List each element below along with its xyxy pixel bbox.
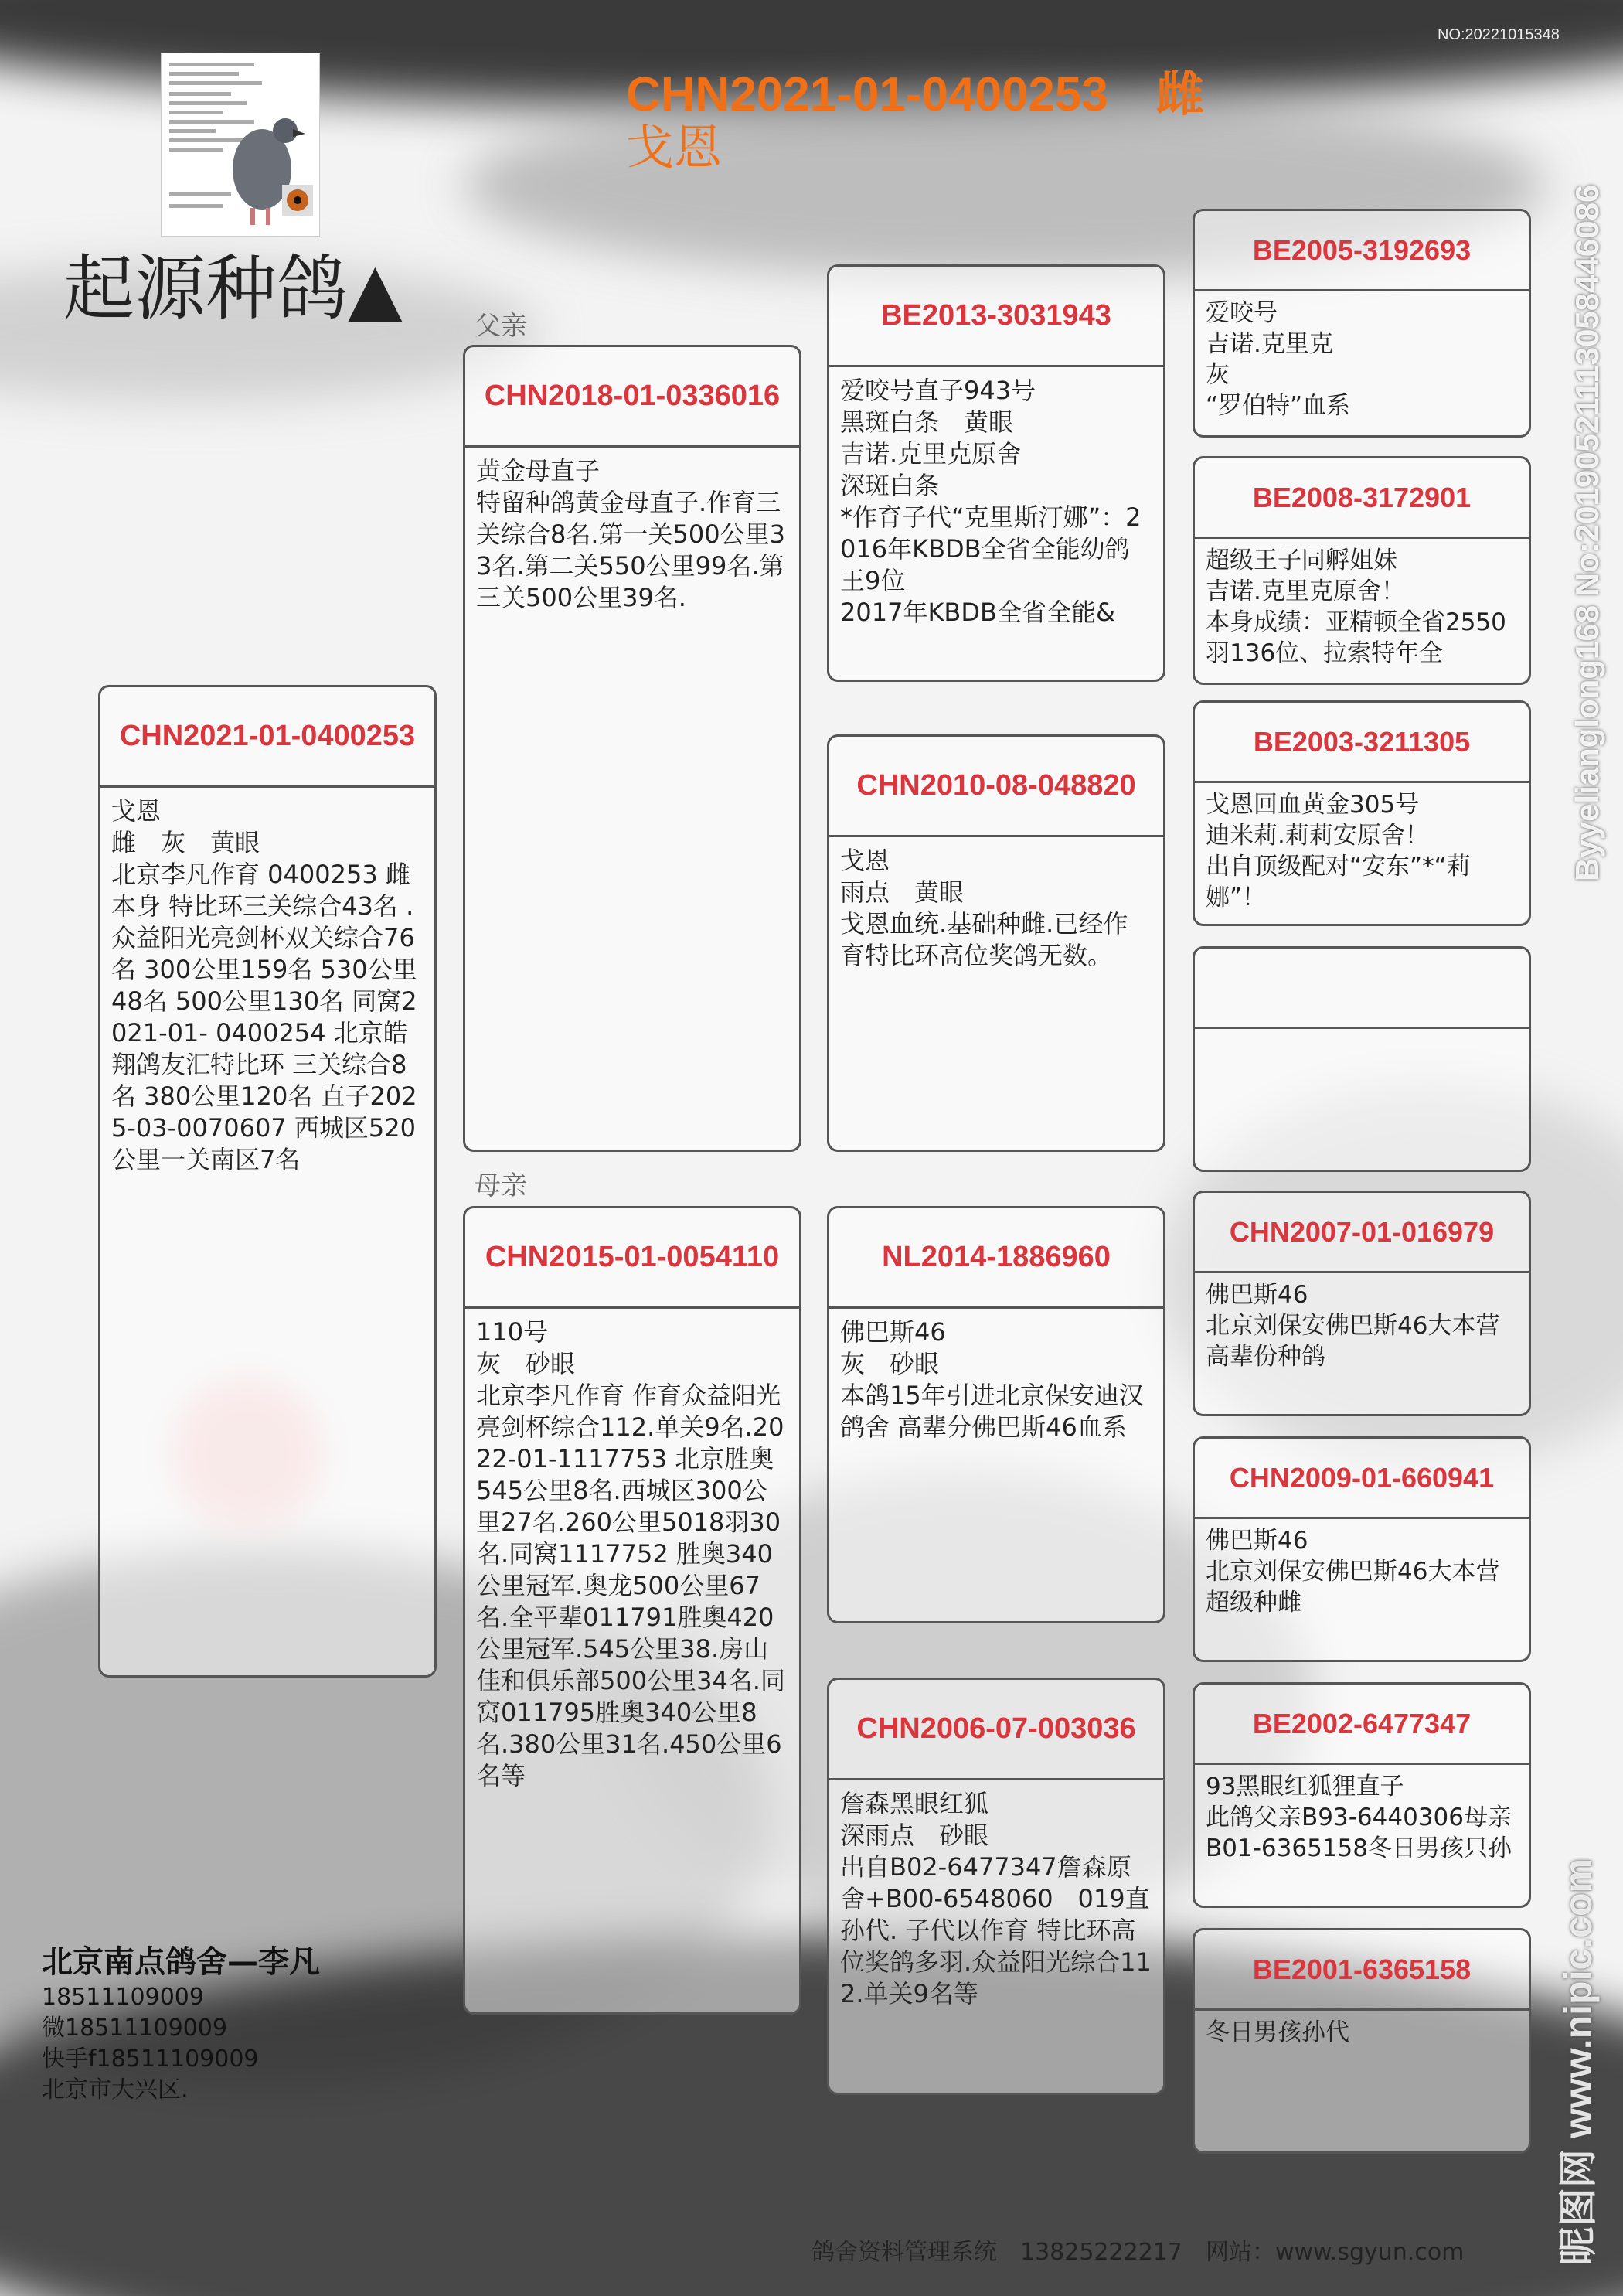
footer-system-info: 鸽舍资料管理系统 13825222217 网站：www.sgyun.com xyxy=(812,2239,1465,2266)
dam-dam-sire-card xyxy=(1193,1682,1531,1908)
dam-sire-dam-card xyxy=(1193,1436,1531,1662)
sire-dam-ring: CHN2010-08-048820 xyxy=(829,737,1163,837)
dam-sire-sire-description: 佛巴斯46 北京刘保安佛巴斯46大本营高辈份种鸽 xyxy=(1206,1281,1500,1371)
dam-label: 母亲 xyxy=(475,1170,527,1201)
dam-sire-ring: NL2014-1886960 xyxy=(829,1208,1163,1309)
sire-dam-card xyxy=(827,734,1165,1152)
subject-description: 戈恩 雌 灰 黄眼 北京李凡作育 0400253 雌 本身 特比环三关综合43名 .众益阳光亮剑杯双关综合76名 300公里159名 530公里48名 500公里130名 同窝2021-01- 0400254 北京皓翔鸽友汇特比环 三关综合8名 380公里120名 直子2025-03-0070607 西城区520公里一关南区7名 xyxy=(111,796,417,1174)
dam-dam-dam-description: 冬日男孩孙代 xyxy=(1206,2018,1349,2046)
sire-sire-ring: BE2013-3031943 xyxy=(829,267,1163,367)
owner-kuaishou: 快手f18511109009 xyxy=(42,2046,259,2073)
sire-card xyxy=(463,345,801,1152)
pigeon-photo-card xyxy=(161,53,320,237)
sire-dam-dam-ring xyxy=(1195,949,1529,1029)
dam-sire-description: 佛巴斯46 灰 砂眼 本鸽15年引进北京保安迪汉鸽舍 高辈分佛巴斯46血系 xyxy=(840,1317,1144,1442)
sire-sire-sire-description: 爱咬号 吉诺.克里克 灰 “罗伯特”血系 xyxy=(1206,299,1351,420)
sire-sire-card xyxy=(827,264,1165,682)
dam-dam-dam-card xyxy=(1193,1928,1531,2154)
sire-dam-dam-description xyxy=(1195,1029,1529,1041)
sire-sire-sire-ring: BE2005-3192693 xyxy=(1195,211,1529,291)
sire-ring: CHN2018-01-0336016 xyxy=(465,347,799,448)
sire-sire-description: 爱咬号直子943号 黑斑白条 黄眼 吉诺.克里克原舍 深斑白条 *作育子代“克里斯汀娜”：2016年KBDB全省全能幼鸽王9位 2017年KBDB全省全能& xyxy=(840,376,1142,627)
sire-dam-dam-card xyxy=(1193,946,1531,1172)
sire-sire-sire-card xyxy=(1193,209,1531,438)
dam-card xyxy=(463,1206,801,2015)
owner-contact xyxy=(42,1942,320,2106)
sire-description: 黄金母直子 特留种鸽黄金母直子.作育三关综合8名.第一关500公里33名.第二关550公里99名.第三关500公里39名. xyxy=(476,456,785,612)
dam-ring: CHN2015-01-0054110 xyxy=(465,1208,799,1309)
dam-dam-sire-ring: BE2002-6477347 xyxy=(1195,1685,1529,1765)
sire-dam-sire-card xyxy=(1193,700,1531,926)
page-title xyxy=(626,68,1204,173)
dam-sire-sire-ring: CHN2007-01-016979 xyxy=(1195,1193,1529,1273)
title-name: 戈恩 xyxy=(626,119,723,175)
pigeon-icon xyxy=(162,53,319,236)
title-ring-sex: CHN2021-01-0400253 雌 xyxy=(626,68,1204,121)
subject-ring: CHN2021-01-0400253 xyxy=(100,687,434,788)
owner-name: 北京南点鸽舍—李凡 xyxy=(42,1944,320,1980)
subject-card xyxy=(98,685,437,1678)
dam-sire-card xyxy=(827,1206,1165,1623)
sire-sire-dam-card xyxy=(1193,456,1531,685)
certificate-number: NO:20221015348 xyxy=(1438,26,1560,43)
sire-dam-description: 戈恩 雨点 黄眼 戈恩血统.基础种雌.已经作育特比环高位奖鸽无数。 xyxy=(840,846,1128,970)
owner-phone: 18511109009 xyxy=(42,1984,204,2011)
side-watermark: Byyelianglong168 No:20190521113058446086 xyxy=(1569,184,1605,881)
dam-dam-card xyxy=(827,1678,1165,2095)
sire-sire-dam-ring: BE2008-3172901 xyxy=(1195,458,1529,539)
dam-sire-sire-card xyxy=(1193,1191,1531,1416)
site-watermark: 昵图网 www.nipic.com xyxy=(1557,1858,1600,2265)
owner-wechat: 微18511109009 xyxy=(42,2015,227,2042)
dam-dam-dam-ring: BE2001-6365158 xyxy=(1195,1930,1529,2011)
logo-text: 起源种鸽▲ xyxy=(63,247,403,330)
sire-label: 父亲 xyxy=(475,311,527,342)
dam-dam-sire-description: 93黑眼红狐狸直子 此鸽父亲B93-6440306母亲B01-6365158冬日男孩只孙 xyxy=(1206,1773,1512,1862)
dam-description: 110号 灰 砂眼 北京李凡作育 作育众益阳光亮剑杯综合112.单关9名.2022-01-1117753 北京胜奥545公里8名.西城区300公里27名.260公里5018羽30名.同窝1117752 胜奥340公里冠军.奥龙500公里67名.全平辈011791胜奥420公里冠军.545公里38.房山佳和俱乐部500公里34名.同窝011795胜奥340公里8名.380公里31名.450公里6名等 xyxy=(476,1317,785,1790)
dam-sire-dam-description: 佛巴斯46 北京刘保安佛巴斯46大本营超级种雌 xyxy=(1206,1527,1500,1616)
dam-sire-dam-ring: CHN2009-01-660941 xyxy=(1195,1439,1529,1519)
dam-dam-ring: CHN2006-07-003036 xyxy=(829,1680,1163,1780)
sire-sire-dam-description: 超级王子同孵姐妹 吉诺.克里克原舍！ 本身成绩：亚精顿全省2550羽136位、拉索特年全 xyxy=(1206,547,1506,667)
sire-dam-sire-description: 戈恩回血黄金305号 迪米莉.莉莉安原舍！ 出自顶级配对“安东”*“莉娜”！ xyxy=(1206,791,1471,911)
sire-dam-sire-ring: BE2003-3211305 xyxy=(1195,703,1529,783)
owner-address: 北京市大兴区. xyxy=(42,2076,189,2104)
dam-dam-description: 詹森黑眼红狐 深雨点 砂眼 出自B02-6477347詹森原舍+B00-6548060 019直孙代. 子代以作育 特比环高位奖鸽多羽.众益阳光综合112.单关9名等 xyxy=(840,1789,1152,2008)
